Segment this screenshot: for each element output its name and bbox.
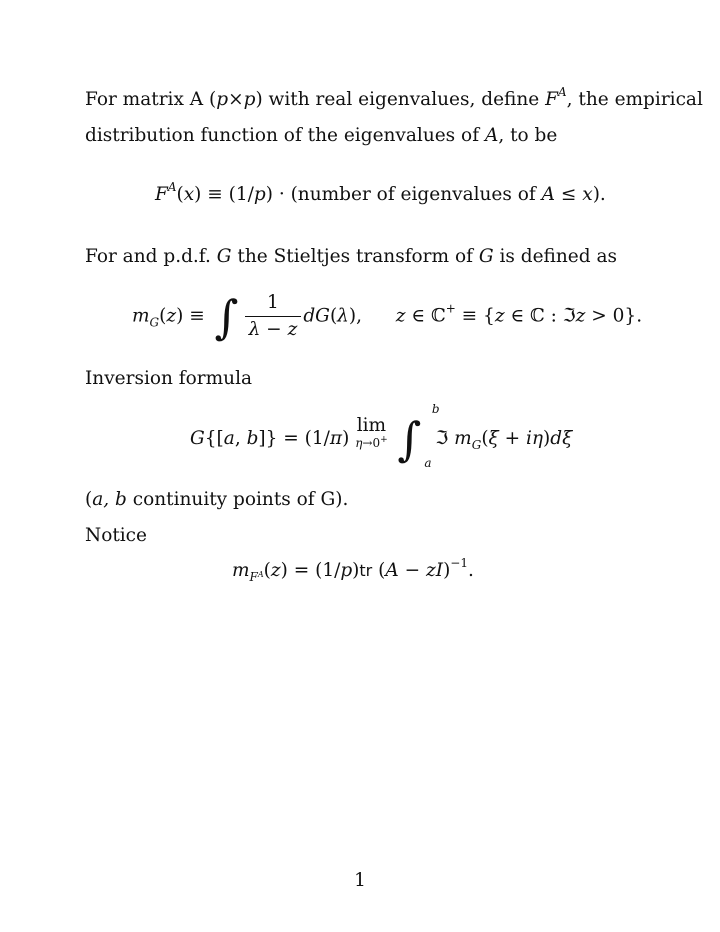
equation-empirical-distribution: $F^A(x) \equiv (1/p)$ · (number of eigenvalues of A ≤ x). <box>155 180 606 205</box>
paragraph-line: Notice <box>85 525 147 546</box>
paragraph-line: For and p.d.f. G the Stieltjes transform of G is defined as <box>85 246 618 267</box>
paragraph-line: For matrix A (p×p) with real eigenvalues, define $F^A$, the empirical <box>85 85 703 110</box>
paragraph-line: (a, b continuity points of G). <box>85 489 349 510</box>
equation-inversion-formula: G{[a, b]} = (1/π) lim η→0+ ∫ b a ℑ $m_G(\xi + i\eta)d\xi$ <box>190 402 573 470</box>
equation-trace-resolvent: $m_{F^A}(z) = (1/p)tr$ (A − zI)$^{-1}$. <box>232 556 474 584</box>
equation-stieltjes-transform: $m_G(z)$ ≡ ∫ $\frac{1}{\lambda - z}$ dG(λ), z ∈ ℂ+ ≡ {z ∈ ℂ : ℑz > 0}. <box>132 289 643 344</box>
paragraph-line: Inversion formula <box>85 368 253 389</box>
page-number: 1 <box>354 870 366 891</box>
paragraph-line: distribution function of the eigenvalues of A, to be <box>85 125 558 146</box>
